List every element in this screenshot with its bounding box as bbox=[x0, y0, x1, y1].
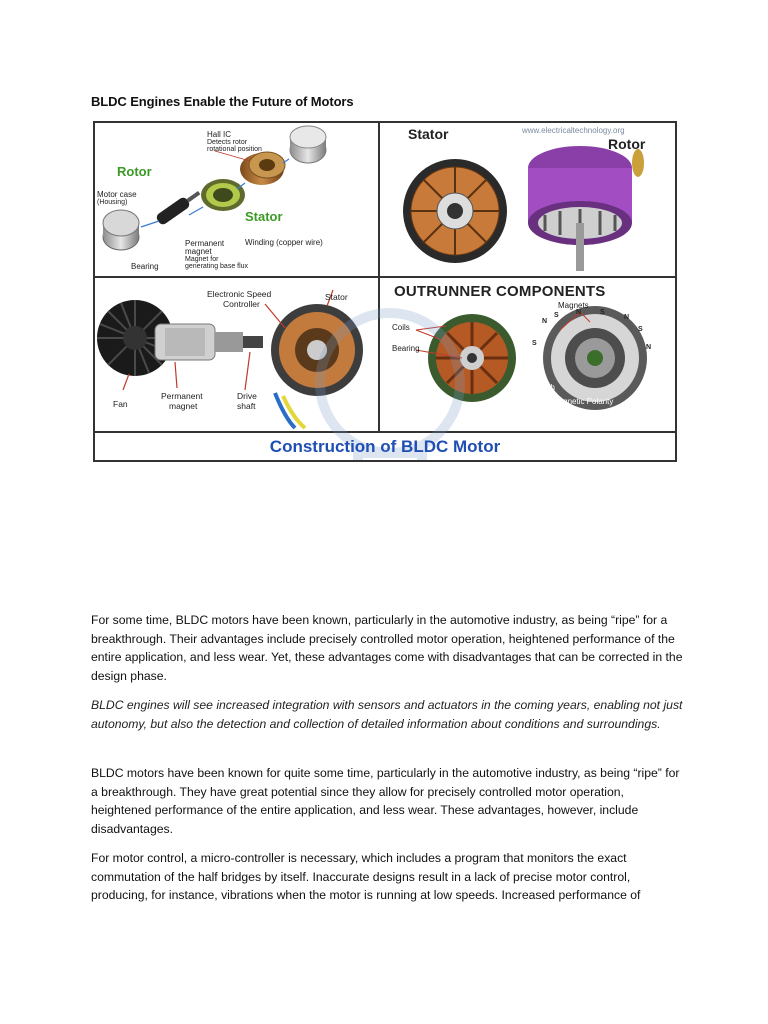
pole-n-label: N bbox=[646, 344, 652, 351]
magnet-desc-1: Magnet for bbox=[185, 256, 219, 263]
figure-caption-text: Construction of BLDC Motor bbox=[269, 436, 501, 456]
fan-label: Fan bbox=[113, 399, 128, 409]
drive-shaft-label-2: shaft bbox=[237, 401, 256, 411]
paragraph-4: For motor control, a micro-controller is necessary, which includes a program that monitors the exact commutation of the half bridges by itself. Inaccurate designs result in a lack of precise motor control, producing, for instance, vibrations when the motor is running at low speeds. Increased performance of bbox=[91, 851, 641, 902]
magnet-desc-2: generating base flux bbox=[185, 263, 249, 270]
pole-s-label: S bbox=[600, 309, 605, 316]
magnets-label: Magnets bbox=[558, 301, 589, 310]
esc-label-2: Controller bbox=[223, 299, 260, 309]
permanent-label-2: magnet bbox=[169, 401, 198, 411]
coils-label: Coils bbox=[392, 323, 410, 332]
watermark-text: www.electricaltechnology.org bbox=[522, 126, 625, 135]
paragraph-3: BLDC motors have been known for quite some time, particularly in the automotive industry, as being “ripe” for a breakthrough. They have great potential since they allow for precisely controlled motor operation, heightened performance of the entire application, and less wear. These advantages, however, include disadvantages. bbox=[91, 766, 680, 836]
outrunner-title: OUTRUNNER COMPONENTS bbox=[394, 283, 606, 300]
page-title: BLDC Engines Enable the Future of Motors bbox=[91, 94, 354, 109]
exploded-motor-panel bbox=[95, 123, 380, 278]
paragraph-1: For some time, BLDC motors have been known, particularly in the automotive industry, as being “ripe” for a breakthrough. Their advantages include precisely controlled motor operation, heightened performance of the entire application, and less wear. Yet, these advantages come with disadvantages that can be corrected in the design phase. bbox=[91, 613, 683, 683]
motor-case-label: Motor case bbox=[97, 190, 137, 199]
stator-label: Stator bbox=[245, 209, 283, 224]
bearing-outrunner-label: Bearing bbox=[392, 344, 420, 353]
figure-caption bbox=[95, 433, 675, 460]
magnetic-polarity-label: Magnetic Polarity bbox=[552, 397, 614, 406]
hall-ic-desc-1: Detects rotor bbox=[207, 139, 248, 146]
pole-s-label: S bbox=[554, 312, 559, 319]
outrunner-panel bbox=[380, 278, 675, 433]
pole-n-label: N bbox=[576, 309, 582, 316]
permanent-magnet-label: Permanent bbox=[185, 239, 225, 248]
pole-n-label: N bbox=[624, 314, 630, 321]
stator-stack-label-1: Stator Stack bbox=[414, 399, 458, 408]
rotor-photo-label: Rotor bbox=[608, 136, 646, 152]
drive-shaft-label-1: Drive bbox=[237, 391, 257, 401]
stator-stack-label-2: (entire object) bbox=[414, 409, 457, 416]
paragraph-2: BLDC engines will see increased integration with sensors and actuators in the coming years, enabling not just autonomy, but also the detection and collection of detailed information about conditions and surroundings. bbox=[91, 698, 683, 731]
pole-s-label: S bbox=[638, 326, 643, 333]
fan-esc-panel bbox=[95, 278, 380, 433]
bearing-label: Bearing bbox=[131, 262, 159, 271]
hall-ic-label: Hall IC bbox=[207, 130, 232, 139]
permanent-label-1: Permanent bbox=[161, 391, 203, 401]
stator-esc-label: Stator bbox=[325, 292, 348, 302]
winding-label: Winding (copper wire) bbox=[245, 238, 323, 247]
stator-teeth-label-1: Stator Teeth bbox=[512, 383, 555, 392]
stator-rotor-panel bbox=[380, 123, 675, 278]
rotor-label: Rotor bbox=[117, 164, 152, 179]
esc-label-1: Electronic Speed bbox=[207, 289, 272, 299]
housing-label: (Housing) bbox=[97, 199, 128, 206]
bldc-construction-figure bbox=[93, 121, 677, 462]
hall-ic-desc-2: rotational position bbox=[207, 146, 262, 153]
pole-s-label: S bbox=[532, 340, 537, 347]
stator-teeth-label-2: (each lobe) bbox=[514, 393, 550, 400]
pole-n-label: N bbox=[542, 318, 548, 325]
stator-photo-label: Stator bbox=[408, 126, 449, 142]
permanent-magnet-label-2: magnet bbox=[185, 247, 212, 256]
